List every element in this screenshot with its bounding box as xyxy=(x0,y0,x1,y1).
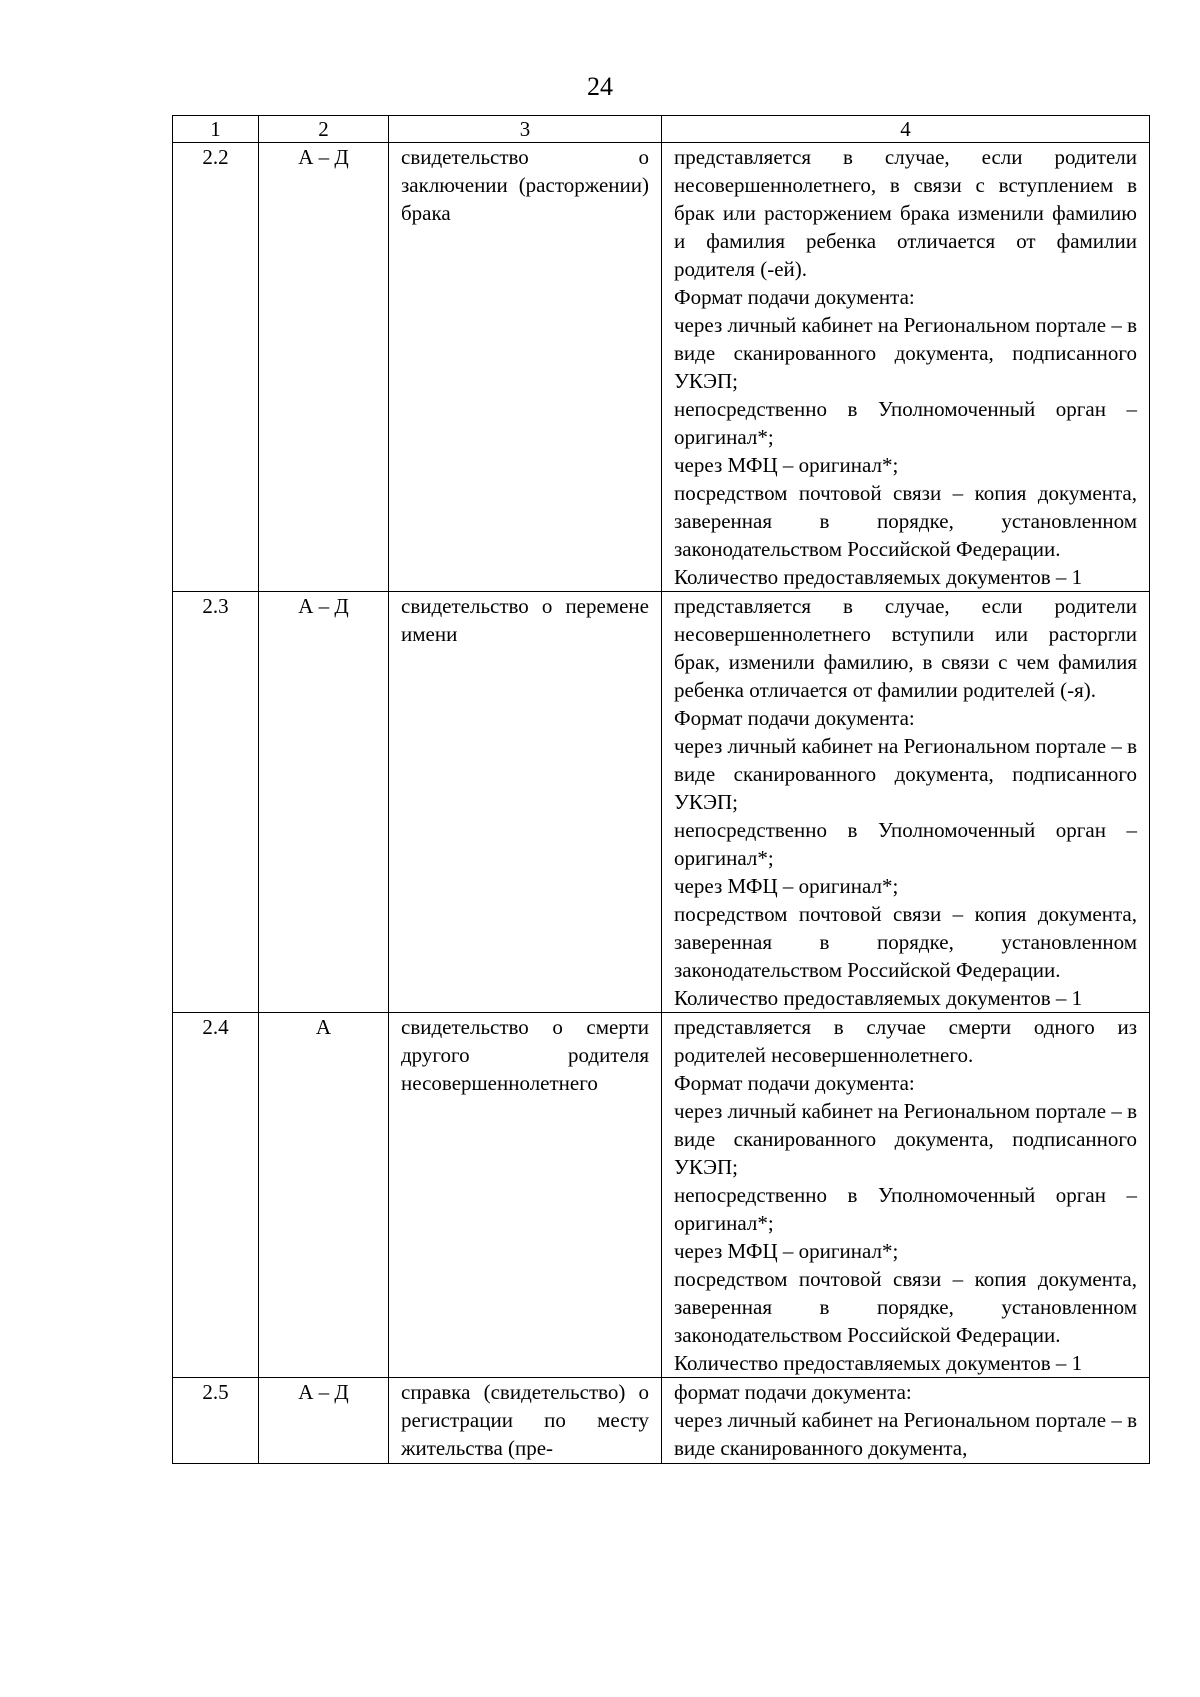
details-line: представляется в случае, если родители несовершеннолетнего, в связи с вступлением в брак или расторжением брака изменили фамилию и фамилия ребенка отличается от фамилии родителя (-ей). xyxy=(674,145,1137,281)
details-line: через личный кабинет на Региональном портале – в виде сканированного документа, подписанного УКЭП; xyxy=(674,313,1137,393)
details-line: Количество предоставляемых документов – 1 xyxy=(674,565,1083,589)
document-name: справка (свидетельство) о регистрации по месту жительства (пре- xyxy=(389,1378,662,1464)
column-header: 3 xyxy=(389,116,662,143)
details-line: через МФЦ – оригинал*; xyxy=(674,1239,899,1263)
table-row xyxy=(173,1378,1150,1464)
row-number: 2.4 xyxy=(173,1013,259,1378)
applicant-categories: А – Д xyxy=(259,143,389,592)
details-line: через личный кабинет на Региональном портале – в виде сканированного документа, xyxy=(674,1408,1137,1460)
row-number: 2.5 xyxy=(173,1378,259,1464)
details-line: через личный кабинет на Региональном портале – в виде сканированного документа, подписанного УКЭП; xyxy=(674,1099,1137,1179)
details-line: посредством почтовой связи – копия документа, заверенная в порядке, установленном законодательством Российской Федерации. xyxy=(674,1267,1137,1347)
table-row xyxy=(173,592,1150,1013)
details-line: формат подачи документа: xyxy=(674,1380,912,1404)
table-row xyxy=(173,1013,1150,1378)
details-line: непосредственно в Уполномоченный орган – оригинал*; xyxy=(674,397,1137,449)
applicant-categories: А xyxy=(259,1013,389,1378)
applicant-categories: А – Д xyxy=(259,592,389,1013)
details-line: Формат подачи документа: xyxy=(674,706,915,730)
details-line: через МФЦ – оригинал*; xyxy=(674,874,899,898)
document-details xyxy=(662,1378,1150,1464)
details-line: посредством почтовой связи – копия документа, заверенная в порядке, установленном законодательством Российской Федерации. xyxy=(674,481,1137,561)
row-number: 2.3 xyxy=(173,592,259,1013)
details-line: представляется в случае, если родители несовершеннолетнего вступили или расторгли брак, изменили фамилию, в связи с чем фамилия ребенка отличается от фамилии родителей (-я). xyxy=(674,594,1137,702)
documents-table xyxy=(172,115,1150,1464)
document-details xyxy=(662,143,1150,592)
document-name: свидетельство о перемене имени xyxy=(389,592,662,1013)
column-header: 2 xyxy=(259,116,389,143)
details-line: Количество предоставляемых документов – 1 xyxy=(674,1351,1083,1375)
applicant-categories: А – Д xyxy=(259,1378,389,1464)
details-line: посредством почтовой связи – копия документа, заверенная в порядке, установленном законодательством Российской Федерации. xyxy=(674,902,1137,982)
document-name: свидетельство о заключении (расторжении) брака xyxy=(389,143,662,592)
details-line: через личный кабинет на Региональном портале – в виде сканированного документа, подписанного УКЭП; xyxy=(674,734,1137,814)
details-line: Формат подачи документа: xyxy=(674,1071,915,1095)
details-line: непосредственно в Уполномоченный орган – оригинал*; xyxy=(674,818,1137,870)
document-details xyxy=(662,1013,1150,1378)
column-header: 1 xyxy=(173,116,259,143)
row-number: 2.2 xyxy=(173,143,259,592)
column-header: 4 xyxy=(662,116,1150,143)
details-line: через МФЦ – оригинал*; xyxy=(674,453,899,477)
details-line: непосредственно в Уполномоченный орган – оригинал*; xyxy=(674,1183,1137,1235)
table-header-row xyxy=(173,116,1150,143)
document-details xyxy=(662,592,1150,1013)
document-name: свидетельство о смерти другого родителя несовершеннолетнего xyxy=(389,1013,662,1378)
table-row xyxy=(173,143,1150,592)
details-line: представляется в случае смерти одного из родителей несовершеннолетнего. xyxy=(674,1015,1137,1067)
page-number: 24 xyxy=(587,72,613,101)
details-line: Формат подачи документа: xyxy=(674,285,915,309)
details-line: Количество предоставляемых документов – 1 xyxy=(674,986,1083,1010)
